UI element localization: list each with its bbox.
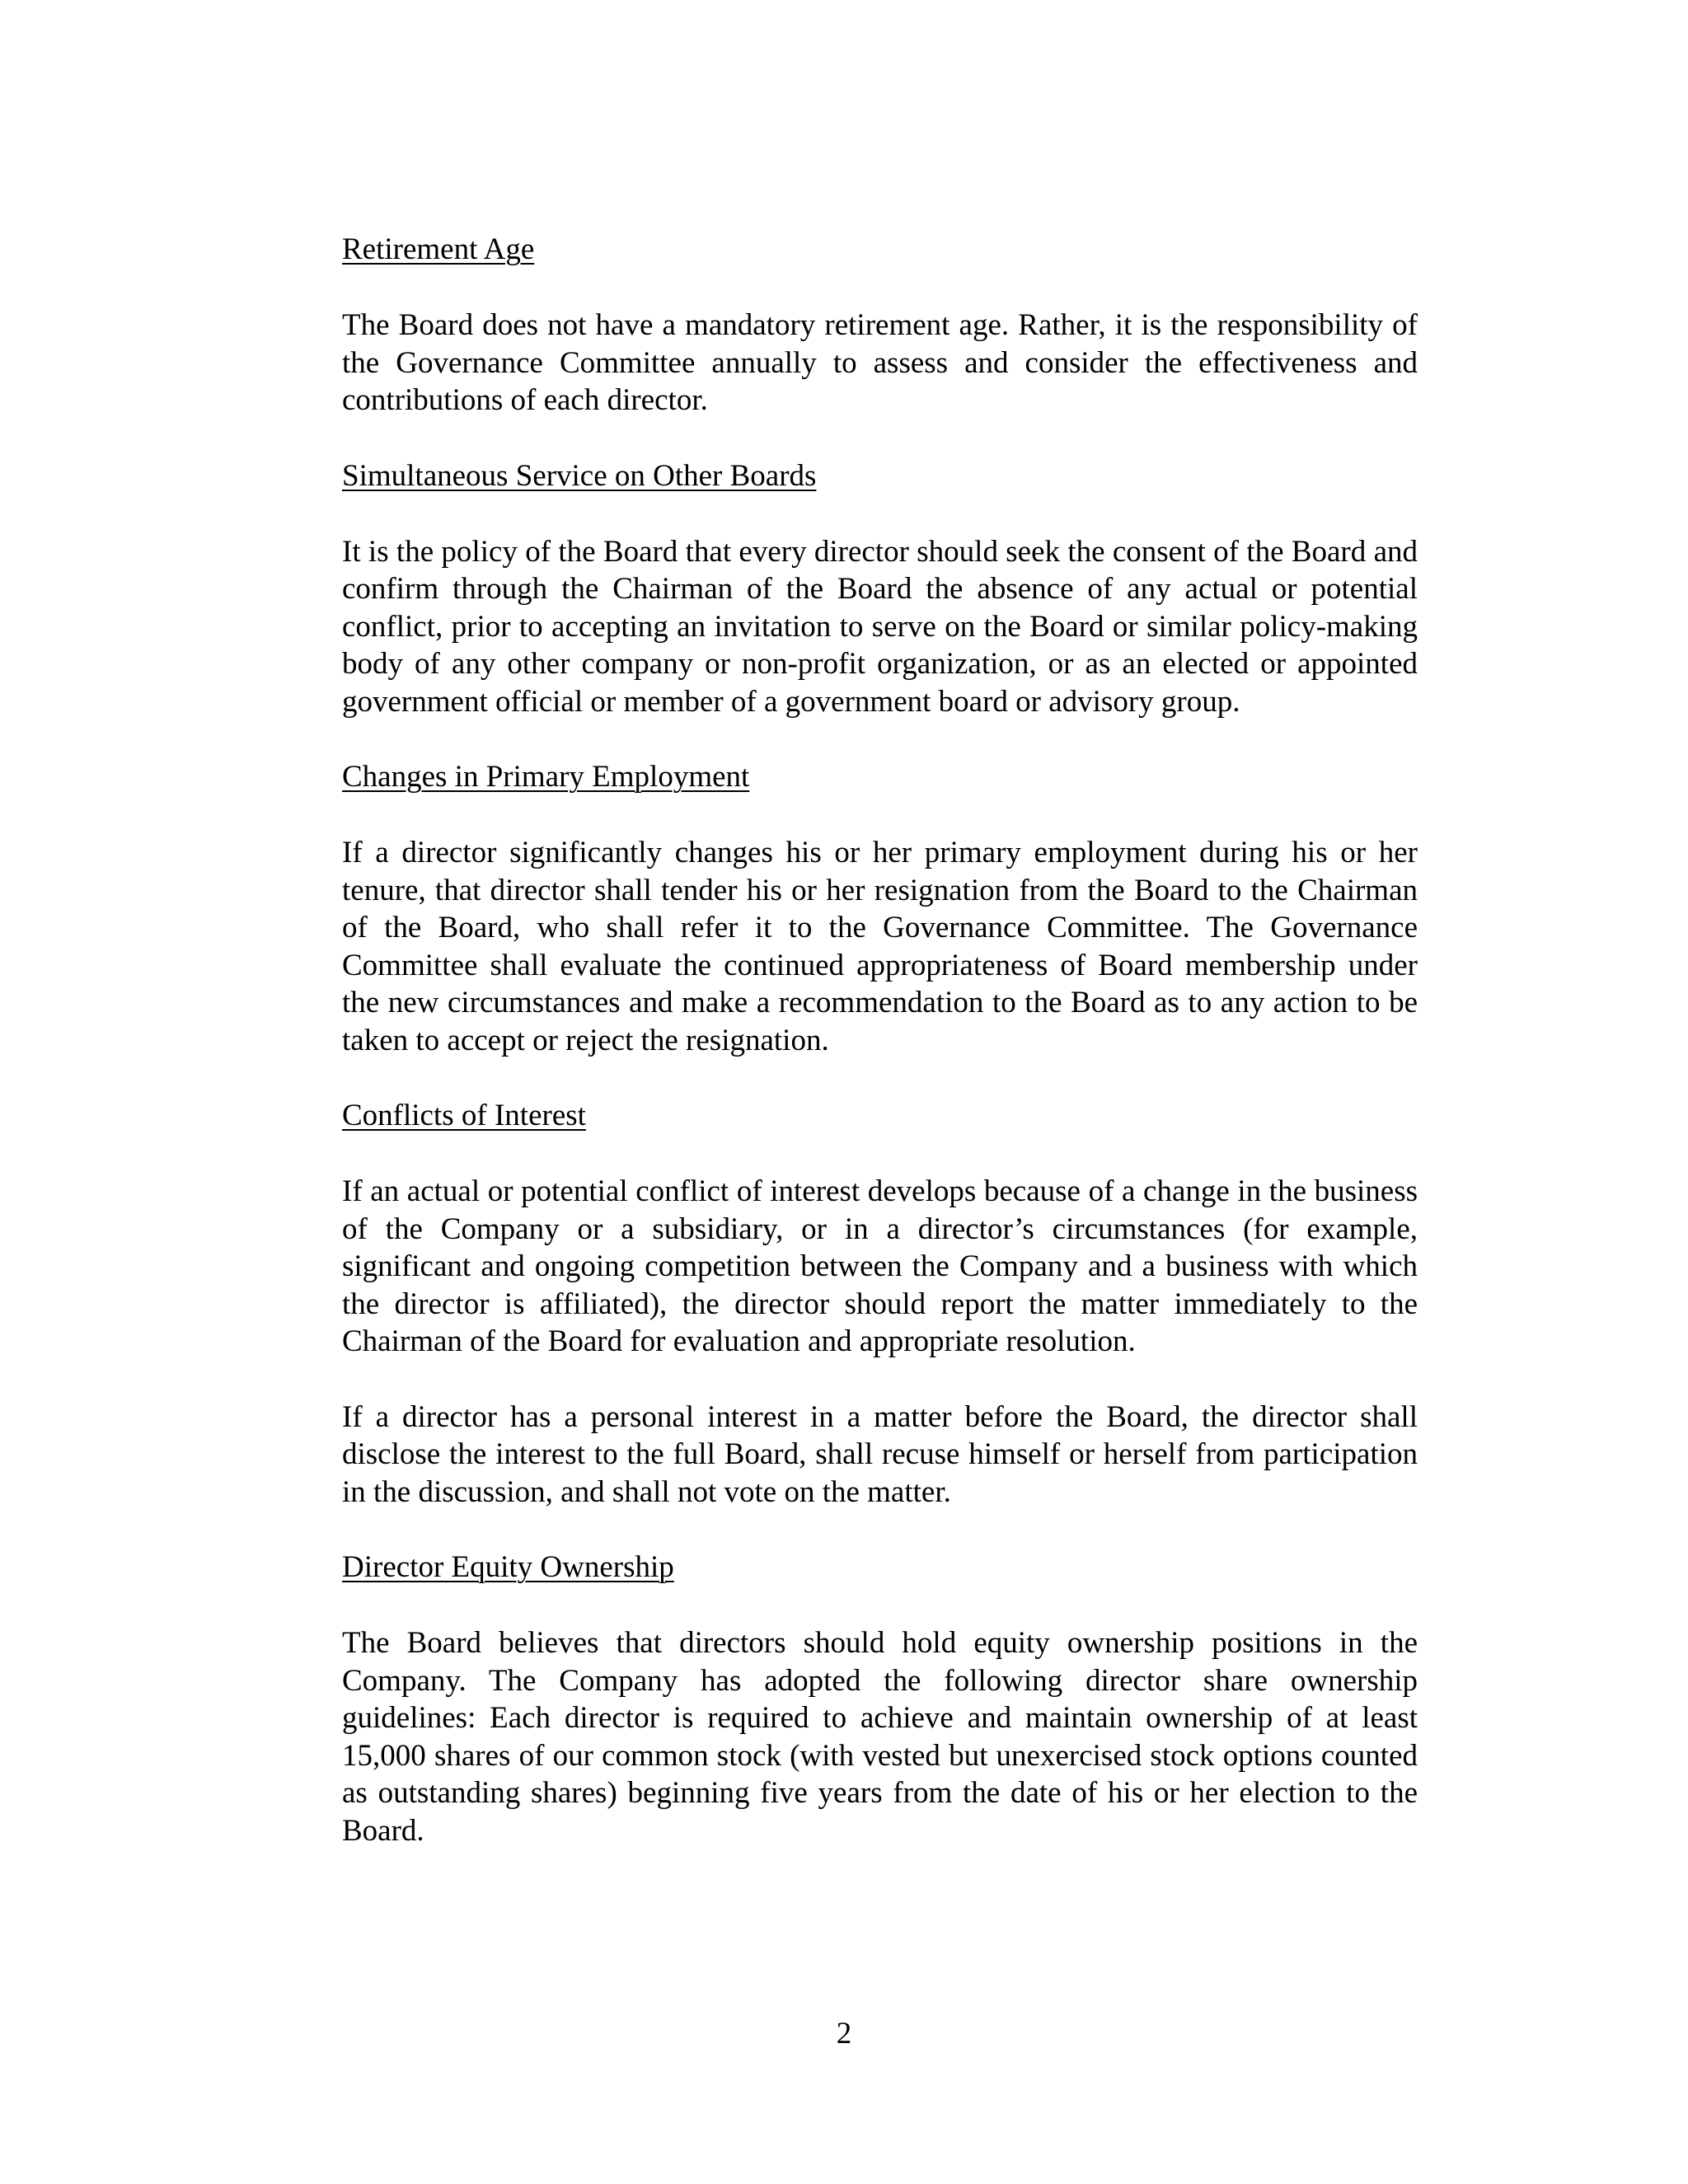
paragraph-conflicts-of-interest-2: If a director has a personal interest in a matter before the Board, the director shall disclose the interest to the full Board, shall recuse himself or herself from participation in the discussion, and shall not vote on the matter. (342, 1399, 1418, 1509)
document-body (342, 231, 1418, 1887)
heading-conflicts-of-interest: Conflicts of Interest (342, 1099, 586, 1132)
heading-simultaneous-service: Simultaneous Service on Other Boards (342, 458, 817, 493)
page-number: 2 (836, 2017, 852, 2050)
heading-primary-employment: Changes in Primary Employment (342, 760, 750, 794)
heading-retirement-age: Retirement Age (342, 232, 535, 266)
paragraph-retirement-age: The Board does not have a mandatory retirement age. Rather, it is the responsibility of the Governance Committee annually to assess and consider the effectiveness and contributions of each director. (342, 308, 1418, 417)
heading-director-equity-ownership: Director Equity Ownership (342, 1550, 674, 1584)
paragraph-primary-employment: If a director significantly changes his or her primary employment during his or her tenure, that director shall tender his or her resignation from the Board to the Chairman of the Board, who shall refer it to the Governance Committee. The Governance Committee shall evaluate the continued appropriateness of Board membership under the new circumstances and make a recommendation to the Board as to any action to be taken to accept or reject the resignation. (342, 836, 1418, 1057)
paragraph-simultaneous-service: It is the policy of the Board that every director should seek the consent of the Board and confirm through the Chairman of the Board the absence of any actual or potential conflict, prior to accepting an invitation to serve on the Board or similar policy-making body of any other company or non-profit organization, or as an elected or appointed government official or member of a government board or advisory group. (342, 534, 1418, 719)
paragraph-conflicts-of-interest-1: If an actual or potential conflict of interest develops because of a change in the business of the Company or a subsidiary, or in a director’s circumstances (for example, significant and ongoing competition between the Company and a business with which the director is affiliated), the director should report the matter immediately to the Chairman of the Board for evaluation and appropriate resolution. (342, 1174, 1418, 1358)
paragraph-director-equity-ownership: The Board believes that directors should hold equity ownership positions in the Company. The Company has adopted the following director share ownership guidelines: Each director is required to achieve and maintain ownership of at least 15,000 shares of our common stock (with vested but unexercised stock options counted as outstanding shares) beginning five years from the date of his or her election to the Board. (342, 1626, 1418, 1848)
